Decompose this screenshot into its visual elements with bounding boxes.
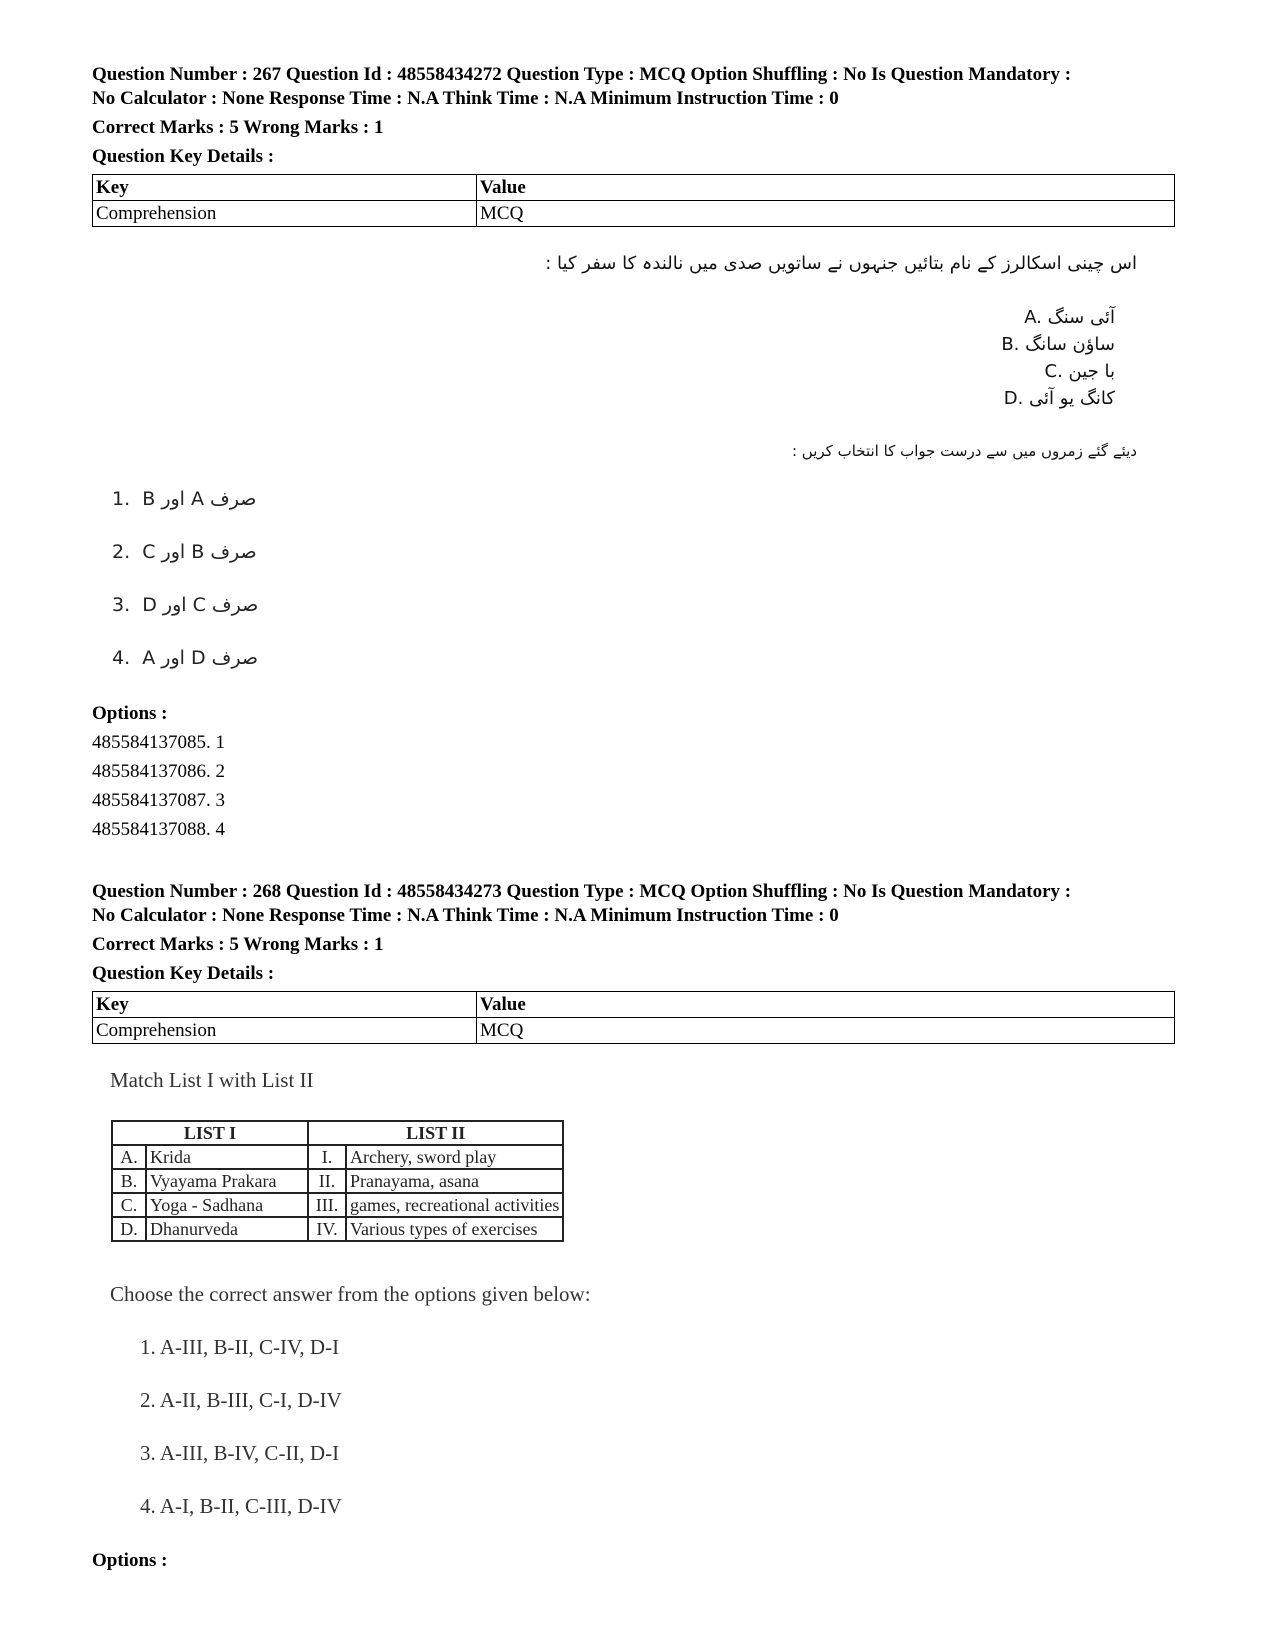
- list-2-numeral: II.: [308, 1169, 346, 1193]
- choice-text: صرف D اور A: [142, 647, 258, 669]
- question-text-urdu: اس چینی اسکالرز کے نام بتائیں جنہوں نے ساتویں صدی میں نالندہ کا سفر کیا :: [545, 253, 1137, 274]
- options-label: Options :: [92, 703, 168, 724]
- answer-choice: [112, 647, 258, 669]
- table-row: [112, 1217, 563, 1241]
- value-cell: MCQ: [477, 201, 1175, 227]
- option-item: 485584137088. 4: [92, 819, 225, 840]
- list-2-header: LIST II: [308, 1121, 563, 1145]
- key-details-label: Question Key Details :: [92, 963, 275, 984]
- list-1-item: Dhanurveda: [146, 1217, 308, 1241]
- header-line-1: Question Number : 268 Question Id : 48558434273 Question Type : MCQ Option Shuffling : No Is Question Mandatory :: [92, 881, 1072, 902]
- instruction-urdu: دیئے گئے زمروں میں سے درست جواب کا انتخاب کریں :: [791, 442, 1137, 460]
- list-2-numeral: III.: [308, 1193, 346, 1217]
- choice-text: صرف B اور C: [142, 541, 257, 563]
- list-2-item: Pranayama, asana: [346, 1169, 563, 1193]
- list-item: D. کانگ یو آئی: [1003, 388, 1115, 409]
- choice-number: 4.: [112, 647, 131, 669]
- answer-choice: 1. A-III, B-II, C-IV, D-I: [140, 1335, 340, 1359]
- table-row: [112, 1193, 563, 1217]
- answer-choice: 4. A-I, B-II, C-III, D-IV: [140, 1494, 342, 1518]
- options-list: [92, 728, 225, 844]
- choice-number: 3.: [112, 594, 131, 616]
- header-line-2: No Calculator : None Response Time : N.A Think Time : N.A Minimum Instruction Time : 0: [92, 905, 839, 926]
- answer-choice: [112, 488, 256, 510]
- list-item: C. با جین: [1044, 361, 1115, 382]
- option-item: 485584137085. 1: [92, 732, 225, 753]
- key-header: Key: [93, 175, 477, 201]
- list-1-letter: D.: [112, 1217, 146, 1241]
- instruction-text: Choose the correct answer from the options given below:: [110, 1282, 591, 1306]
- list-1-letter: B.: [112, 1169, 146, 1193]
- key-header: Key: [93, 992, 477, 1018]
- value-cell: MCQ: [477, 1018, 1175, 1044]
- marks-line: Correct Marks : 5 Wrong Marks : 1: [92, 934, 384, 955]
- options-label: Options :: [92, 1550, 168, 1571]
- match-table: [111, 1120, 564, 1242]
- key-details-table: [92, 174, 1175, 227]
- list-2-item: games, recreational activities: [346, 1193, 563, 1217]
- list-item: A. آئی سنگ: [1024, 307, 1115, 328]
- list-2-item: Archery, sword play: [346, 1145, 563, 1169]
- list-1-item: Vyayama Prakara: [146, 1169, 308, 1193]
- header-line-1: Question Number : 267 Question Id : 48558434272 Question Type : MCQ Option Shuffling : No Is Question Mandatory :: [92, 64, 1072, 85]
- key-details-table: [92, 991, 1175, 1044]
- list-1-item: Krida: [146, 1145, 308, 1169]
- list-1-letter: A.: [112, 1145, 146, 1169]
- marks-line: Correct Marks : 5 Wrong Marks : 1: [92, 117, 384, 138]
- question-text: Match List I with List II: [110, 1068, 314, 1092]
- list-1-header: LIST I: [112, 1121, 308, 1145]
- value-header: Value: [477, 175, 1175, 201]
- list-2-numeral: I.: [308, 1145, 346, 1169]
- choice-number: 1.: [112, 488, 131, 510]
- question-header: [92, 63, 1212, 111]
- answer-choice: 3. A-III, B-IV, C-II, D-I: [140, 1441, 340, 1465]
- answer-choice: 2. A-II, B-III, C-I, D-IV: [140, 1388, 342, 1412]
- key-details-label: Question Key Details :: [92, 146, 275, 167]
- list-item: B. ساؤن سانگ: [1001, 334, 1115, 355]
- option-item: 485584137087. 3: [92, 790, 225, 811]
- answer-choice: [112, 594, 258, 616]
- list-2-item: Various types of exercises: [346, 1217, 563, 1241]
- choice-text: صرف C اور D: [142, 594, 259, 616]
- header-line-2: No Calculator : None Response Time : N.A Think Time : N.A Minimum Instruction Time : 0: [92, 88, 839, 109]
- list-1-item: Yoga - Sadhana: [146, 1193, 308, 1217]
- list-1-letter: C.: [112, 1193, 146, 1217]
- choice-number: 2.: [112, 541, 131, 563]
- list-2-numeral: IV.: [308, 1217, 346, 1241]
- value-header: Value: [477, 992, 1175, 1018]
- urdu-list: [1001, 304, 1115, 412]
- table-row: [112, 1145, 563, 1169]
- key-cell: Comprehension: [93, 1018, 477, 1044]
- table-row: [112, 1169, 563, 1193]
- question-header: [92, 880, 1212, 928]
- answer-choice: [112, 541, 257, 563]
- option-item: 485584137086. 2: [92, 761, 225, 782]
- choice-text: صرف A اور B: [142, 488, 257, 510]
- key-cell: Comprehension: [93, 201, 477, 227]
